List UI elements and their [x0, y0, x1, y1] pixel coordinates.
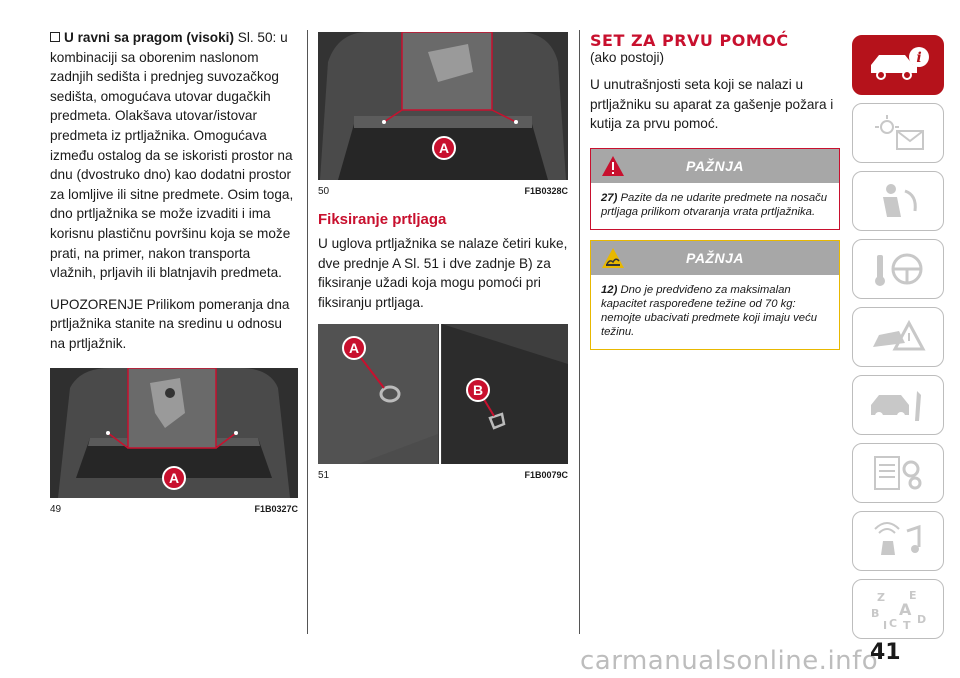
car-maintenance-icon [865, 385, 931, 425]
callout-a: A [162, 466, 186, 490]
specifications-icon [865, 453, 931, 493]
tab-multimedia[interactable] [852, 511, 944, 571]
figure-49 [50, 368, 298, 515]
section-title: SET ZA PRVU POMOĆ [590, 31, 789, 50]
figure-51-caption [318, 470, 568, 481]
warning-body [591, 183, 839, 229]
column-middle [318, 32, 568, 481]
callout-a: A [342, 336, 366, 360]
figure-49-caption [50, 504, 298, 515]
figure-50 [318, 32, 568, 197]
warning-title: PAŽNJA [686, 157, 744, 174]
callout-a: A [432, 136, 456, 160]
callout-b: B [466, 378, 490, 402]
tab-starting-driving[interactable] [852, 239, 944, 299]
key-steering-icon [865, 249, 931, 289]
figure-code: F1B0079C [524, 470, 568, 481]
figure-49-image [50, 368, 298, 498]
index-letter: I [883, 619, 888, 631]
caution-header [591, 241, 839, 275]
lead-paragraph [50, 28, 298, 283]
tab-maintenance[interactable] [852, 375, 944, 435]
car-info-icon [865, 45, 931, 85]
column-divider [579, 30, 580, 634]
index-letter: D [917, 613, 927, 626]
caution-ref: 12) [601, 283, 618, 296]
multimedia-icon [865, 521, 931, 561]
caution-box [590, 240, 840, 350]
figure-number: 50 [318, 186, 330, 197]
warning-triangle-icon [601, 155, 625, 177]
caution-text: Dno je predviđeno za maksimalan kapacitet raspoređene težine od 70 kg: nemojte ubacivati predmete koji imaju veću težinu. [601, 283, 818, 338]
tab-car-info[interactable] [852, 35, 944, 95]
index-letters-icon [865, 587, 931, 631]
tab-index[interactable] [852, 579, 944, 639]
section-note: (ako postoji) [590, 50, 665, 65]
paragraph-luggage: U uglova prtljažnika se nalaze četiri kuke, dve prednje A Sl. 51 i dve zadnje B) za fiksiranje užadi koja mogu pomoći pri fiksiranju prtljaga. [318, 236, 568, 310]
figure-51 [318, 324, 568, 481]
tab-specifications[interactable] [852, 443, 944, 503]
figure-51-image [318, 324, 568, 464]
figure-code: F1B0328C [524, 186, 568, 196]
caution-title: PAŽNJA [686, 249, 744, 266]
caution-body [591, 275, 839, 349]
warning-ref: 27) [601, 191, 618, 204]
warning-header [591, 149, 839, 183]
column-divider [307, 30, 308, 634]
warning-box [590, 148, 840, 230]
dashboard-lights-icon [865, 113, 931, 153]
paragraph-first-aid: U unutrašnjosti seta koji se nalazi u prtljažniku su aparat za gašenje požara i kutija za prvu pomoć. [590, 77, 834, 132]
airbag-safety-icon [865, 181, 931, 221]
tab-safety[interactable] [852, 171, 944, 231]
figure-number: 51 [318, 470, 330, 482]
lead-figure-ref: Sl. 50: [233, 30, 277, 45]
index-letter: C [889, 617, 898, 630]
paragraph-warning-floor: UPOZORENJE Prilikom pomeranja dna prtljažnika stanite na sredinu u odnosu na prtljažnik. [50, 296, 290, 351]
index-letter: Z [877, 591, 885, 604]
index-letter: E [909, 589, 917, 602]
paragraph-trunk-floor: u kombinaciji sa oborenim naslonom zadnjih sedišta i prednjeg suvozačkog sedišta, omogućava utovar dugačkih predmeta. Olakšava utovar/istovar predmeta iz prtljažnika. Omogućava između ostalog da se iskoristi prostor na dnu (dvostruko dno) kao dodatni prostor za lomljive ili sitne predmete. Osim toga, dno prtljažnika se može izvaditi i ima korisnu plastičnu površinu koja se može prati, na primer, nakon transporta vlažnih, prljavih ili blatnjavih predmeta. [50, 30, 294, 281]
subheading-luggage: Fiksiranje prtljaga [318, 211, 447, 228]
figure-number: 49 [50, 503, 62, 515]
lead-heading: U ravni sa pragom (visoki) [64, 30, 234, 45]
figure-50-caption [318, 186, 568, 197]
tab-emergency[interactable] [852, 307, 944, 367]
warning-text: Pazite da ne udarite predmete na nosaču prtljaga prilikom otvaranja vrata prtljažnika. [601, 191, 828, 218]
figure-50-image [318, 32, 568, 180]
checkbox-square-icon [50, 32, 60, 42]
page-number: 41 [870, 640, 901, 665]
index-letter: T [903, 619, 911, 631]
column-right [590, 32, 840, 350]
watermark: carmanualsonline.info [580, 646, 879, 676]
index-letter: A [899, 600, 912, 619]
column-left [50, 28, 298, 515]
svg-text:i: i [916, 50, 922, 66]
caution-triangle-icon [601, 247, 625, 269]
tab-dashboard-lights[interactable] [852, 103, 944, 163]
emergency-warning-icon [865, 317, 931, 357]
figure-code: F1B0327C [254, 503, 298, 514]
index-letter: B [871, 607, 880, 620]
